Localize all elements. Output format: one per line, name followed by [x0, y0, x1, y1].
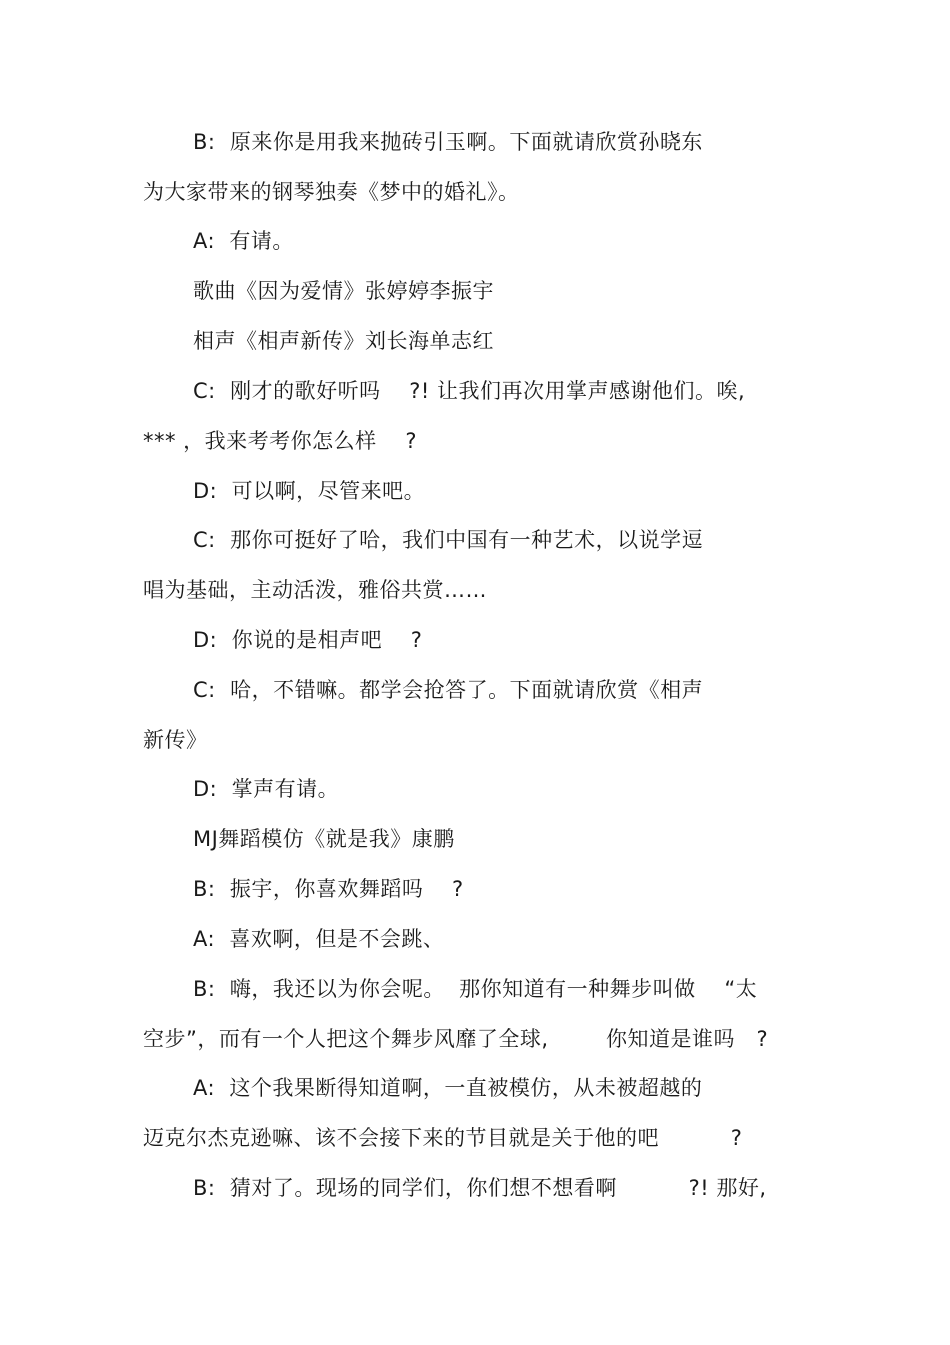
text-line: 迈克尔杰克逊嘛、该不会接下来的节目就是关于他的吧 ?	[143, 1126, 743, 1150]
text-line: B: 原来你是用我来抛砖引玉啊。下面就请欣赏孙晓东	[193, 130, 703, 154]
text-line: A: 喜欢啊，但是不会跳、	[193, 927, 445, 951]
text-line: MJ舞蹈模仿《就是我》康鹏	[193, 827, 455, 851]
text-line: D: 掌声有请。	[193, 777, 340, 801]
text-line: C: 哈，不错嘛。都学会抢答了。下面就请欣赏《相声	[193, 678, 704, 702]
text-line: 新传》	[143, 728, 208, 752]
text-line: B: 嗨，我还以为你会呢。 那你知道有一种舞步叫做 “太	[193, 977, 758, 1001]
text-line: B: 猜对了。现场的同学们，你们想不想看啊 ?! 那好,	[193, 1176, 767, 1200]
text-line: 空步”，而有一个人把这个舞步风靡了全球, 你知道是谁吗 ?	[143, 1027, 769, 1051]
text-line: 为大家带来的钢琴独奏《梦中的婚礼》。	[143, 180, 520, 204]
text-line: D: 你说的是相声吧 ?	[193, 628, 423, 652]
text-line: C: 那你可挺好了哈，我们中国有一种艺术，以说学逗	[193, 528, 704, 552]
text-line: D: 可以啊，尽管来吧。	[193, 479, 426, 503]
text-line: A: 这个我果断得知道啊，一直被模仿，从未被超越的	[193, 1076, 703, 1100]
text-line: A: 有请。	[193, 229, 294, 253]
text-line: *** ，我来考考你怎么样 ?	[143, 429, 418, 453]
text-line: 歌曲《因为爱情》张婷婷李振宇	[193, 279, 494, 303]
text-line: B: 振宇，你喜欢舞蹈吗 ?	[193, 877, 464, 901]
text-line: C: 刚才的歌好听吗 ?! 让我们再次用掌声感谢他们。唉,	[193, 379, 746, 403]
text-line: 唱为基础，主动活泼，雅俗共赏……	[143, 578, 487, 602]
text-line: 相声《相声新传》刘长海单志红	[193, 329, 494, 353]
